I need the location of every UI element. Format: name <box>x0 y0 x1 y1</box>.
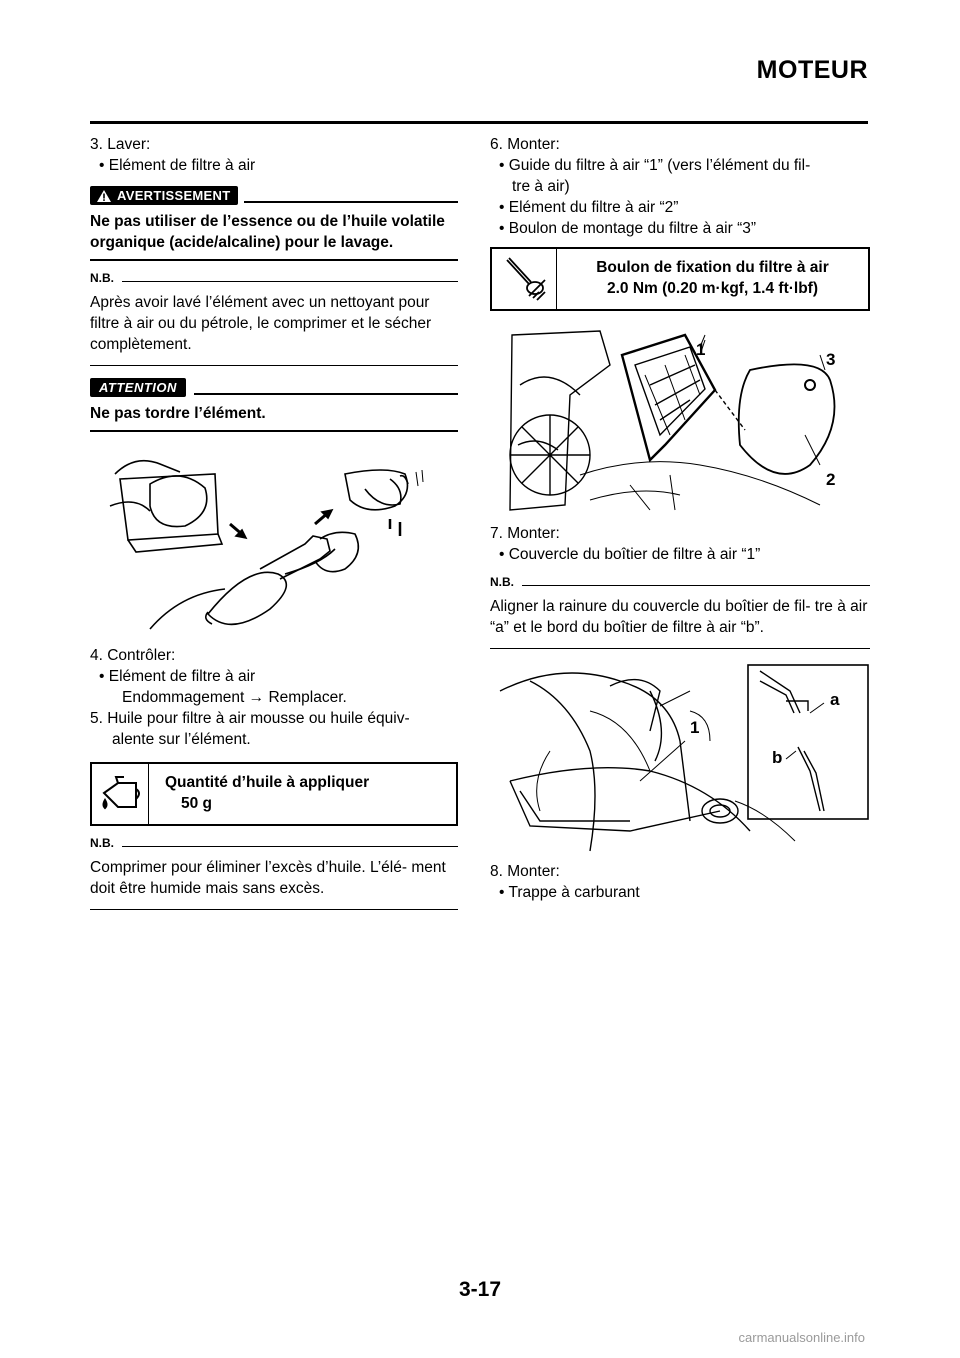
warning-rule <box>244 201 458 203</box>
step-7-item: • Couvercle du boîtier de filtre à air “1” <box>499 546 761 563</box>
nb-2-end-rule <box>90 909 458 910</box>
nb-3-header <box>490 575 870 589</box>
fig1-label-3: 3 <box>826 350 836 369</box>
fig2-label-b: b <box>772 748 783 767</box>
header-rule <box>90 121 868 124</box>
step-5-line-2: alente sur l’élément. <box>112 731 251 748</box>
warning-header <box>90 186 458 205</box>
attention-header <box>90 378 458 397</box>
step-6-item-3: • Boulon de montage du filtre à air “3” <box>499 220 757 237</box>
torque-wrench-icon <box>492 249 557 309</box>
step-7: 7. Monter: <box>490 525 560 542</box>
step-4: 4. Contrôler: <box>90 647 176 664</box>
step-4-sub: Endommagement → Remplacer. <box>122 689 347 706</box>
attention-badge: ATTENTION <box>90 378 186 397</box>
step-6: 6. Monter: <box>490 136 560 153</box>
step-6-item-2: • Elément du filtre à air “2” <box>499 199 679 216</box>
nb-1-rule <box>122 281 458 282</box>
step-6-item-1-line-1: • Guide du filtre à air “1” (vers l’élément du fil- <box>499 157 811 174</box>
nb-2-text: Comprimer pour éliminer l’excès d’huile. L’élé- ment doit être humide mais sans excès. <box>90 859 446 897</box>
page-number: 3-17 <box>458 1278 502 1301</box>
nb-2-header <box>90 836 458 850</box>
nb-1-label: N.B. <box>90 271 114 285</box>
attention-rule <box>194 393 458 395</box>
page-title: MOTEUR <box>756 56 868 84</box>
step-8: 8. Monter: <box>490 863 560 880</box>
right-column <box>490 134 870 903</box>
warning-text: Ne pas utiliser de l’essence ou de l’huile volatile organique (acide/alcaline) pour le lavage. <box>90 213 445 251</box>
air-filter-install-figure <box>490 325 870 515</box>
nb-3-label: N.B. <box>490 575 514 589</box>
torque-spec-box <box>490 247 870 311</box>
fig2-label-1: 1 <box>690 718 700 737</box>
air-filter-cover-figure <box>490 661 870 857</box>
nb-1-header <box>90 271 458 285</box>
nb-3-end-rule <box>490 648 870 649</box>
step-3-item: • Elément de filtre à air <box>99 157 256 174</box>
warning-icon <box>96 189 112 203</box>
step-5-line-1: 5. Huile pour filtre à air mousse ou huile équiv- <box>90 710 410 727</box>
fig2-label-a: a <box>830 690 840 709</box>
warning-end-rule <box>90 259 458 261</box>
fig1-label-1: 1 <box>696 340 706 359</box>
nb-3-rule <box>522 585 870 586</box>
nb-3-text: Aligner la rainure du couvercle du boîtier de fil- tre à air “a” et le bord du boîtier de filtre à air “b”. <box>490 598 868 636</box>
oil-can-icon <box>92 764 149 824</box>
watermark: carmanualsonline.info <box>738 1330 865 1345</box>
nb-1-end-rule <box>90 365 458 366</box>
step-3: 3. Laver: <box>90 136 151 153</box>
oil-spec-label: Quantité d’huile à appliquer <box>165 774 370 791</box>
step-6-item-1-line-2: tre à air) <box>512 178 570 195</box>
nb-1-text: Après avoir lavé l’élément avec un nettoyant pour filtre à air ou du pétrole, le comprimer et le sécher complètement. <box>90 294 432 353</box>
oil-spec-box <box>90 762 458 826</box>
attention-end-rule <box>90 430 458 432</box>
warning-badge-label: AVERTISSEMENT <box>117 188 231 203</box>
torque-label: Boulon de fixation du filtre à air <box>596 259 829 276</box>
oil-spec-value: 50 g <box>181 795 213 812</box>
torque-value: 2.0 Nm (0.20 m·kgf, 1.4 ft·lbf) <box>606 280 818 297</box>
nb-2-rule <box>122 846 458 847</box>
fig1-label-2: 2 <box>826 470 836 489</box>
attention-text: Ne pas tordre l’élément. <box>90 405 266 422</box>
step-4-item: • Elément de filtre à air <box>99 668 256 685</box>
step-8-item: • Trappe à carburant <box>499 884 640 901</box>
nb-2-label: N.B. <box>90 836 114 850</box>
warning-badge <box>90 186 238 205</box>
filter-washing-illustration <box>90 444 458 639</box>
left-column <box>90 134 458 910</box>
